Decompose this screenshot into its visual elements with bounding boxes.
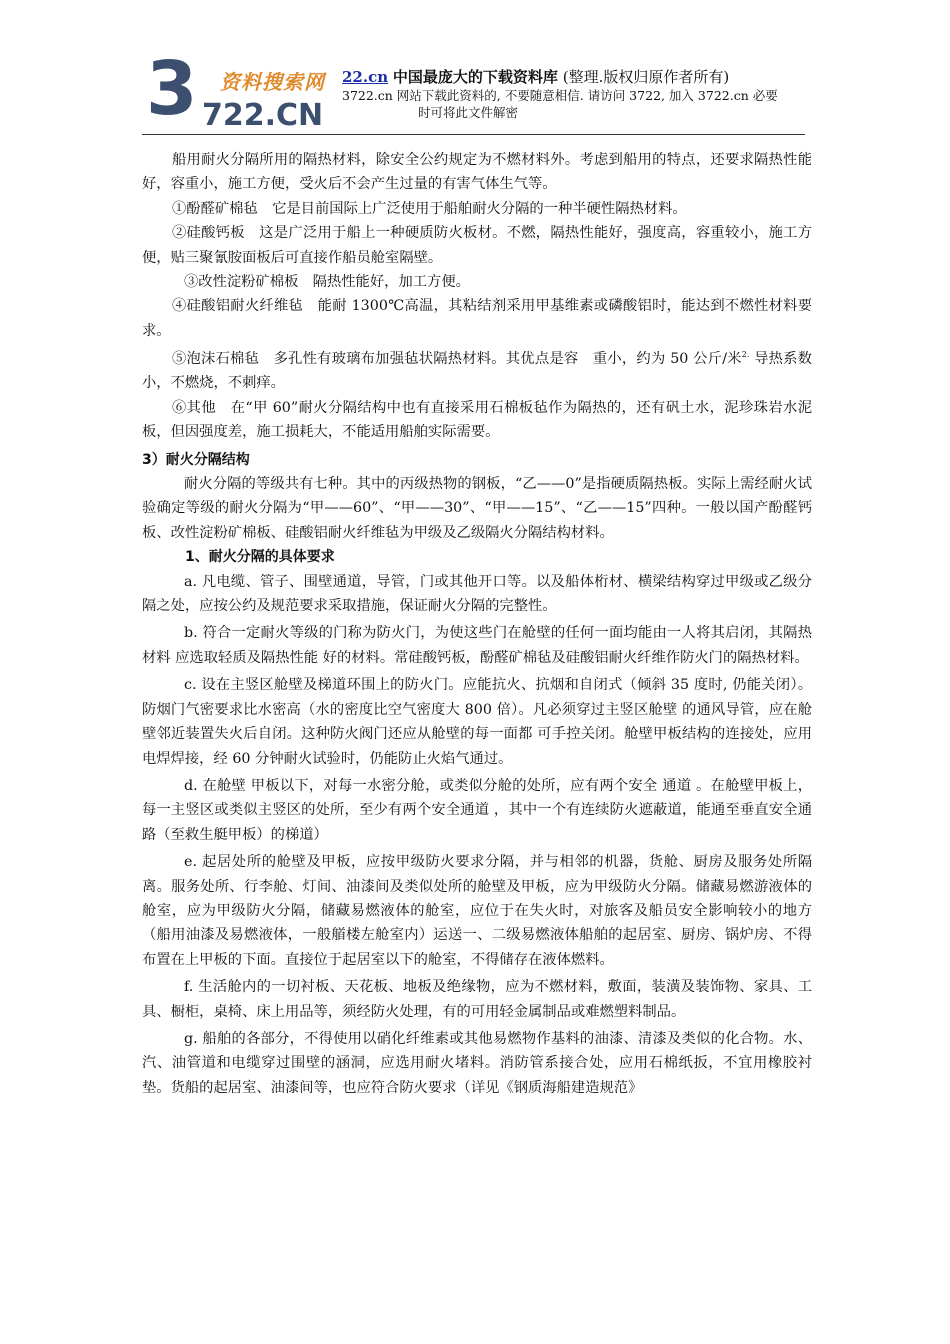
material-item-5-tail: 导热系数小，不燃烧，不刺痒。: [142, 351, 812, 392]
site-logo: [142, 46, 352, 134]
intro-paragraph: 船用耐火分隔所用的隔热材料，除安全公约规定为不燃材料外。考虑到船用的特点，还要求隔热性能好，容重小，施工方便，受火后不会产生过量的有害气体生气等。: [142, 152, 812, 193]
requirement-c: c. 设在主竖区舱壁及梯道环围上的防火门。应能抗火、抗烟和自闭式（倾斜 35 度时, 仍能关闭）。防烟门气密要求比水密高（水的密度比空气密度大 800 倍）。凡必须穿过主竖区舱壁 的通风导管，应在舱壁邻近装置失火后自闭。这种防火阀门还应从舱壁的每一面都 可手控关闭。舱壁甲板结构的连接处，应用电焊焊接，经 60 分钟耐火试验时，仍能防止火焰气通过。: [142, 677, 812, 767]
page-header: [142, 46, 807, 136]
material-item-5: [142, 343, 812, 396]
header-title: 中国最庞大的下载资料库: [392, 68, 558, 86]
material-item-1: ①酚醛矿棉毡 它是目前国际上广泛使用于船舶耐火分隔的一种半硬性隔热材料。: [172, 200, 687, 217]
material-item-6: ⑥其他 在“甲 60”耐火分隔结构中也有直接采用石棉板毡作为隔热的，还有矾土水，泥珍珠岩水泥板，但因强度差，施工损耗大，不能适用船舶实际需要。: [142, 399, 812, 441]
logo-chinese-text: 资料搜索网: [220, 70, 325, 94]
document-body: [142, 148, 812, 1100]
header-divider: [142, 134, 805, 135]
section-heading: 3）耐火分隔结构: [142, 451, 250, 468]
requirement-a: a. 凡电缆、管子、围壁通道，导管，门或其他开口等。以及船体桁材、横梁结构穿过甲级或乙级分隔之处，应按公约及规范要求采取措施，保证耐火分隔的完整性。: [142, 573, 812, 615]
section-paragraph: 耐火分隔的等级共有七种。其中的丙级热物的钢板，“乙——0”是指硬质隔热板。实际上需经耐火试验确定等级的耐火分隔为“甲——60”、“甲——30”、“甲——15”、“乙——15”四种。一般以国产酚醛钙板、改性淀粉矿棉板、硅酸铝耐火纤维毡为甲级及乙级隔火分隔结构材料。: [142, 476, 812, 541]
material-item-4: ④硅酸铝耐火纤维毡 能耐 1300℃高温，其粘结剂采用甲基维素或磷酸铝时，能达到不燃性材料要求。: [142, 298, 812, 339]
requirement-d: d. 在舱壁 甲板以下，对每一水密分舱，或类似分舱的处所，应有两个安全 通道 。在舱壁甲板上，每一主竖区或类似主竖区的处所，至少有两个安全通道 ，其中一个有连续防火遮蔽道，能通至垂直安全通路（至救生艇甲板）的梯道）: [142, 777, 812, 843]
material-item-5-text: ⑤泡沫石棉毡 多孔性有玻璃布加强毡状隔热材料。其优点是容 重小，约为 50 公斤/米: [172, 351, 742, 368]
header-title-line: [342, 66, 729, 87]
header-notice-line2: 时可将此文件解密: [418, 105, 519, 120]
header-title-note: (整理.版权归原作者所有): [562, 68, 730, 86]
site-link[interactable]: 22.cn: [342, 68, 389, 86]
header-notice-line1: 3722.cn 网站下载此资料的, 不要随意相信. 请访问 3722, 加入 3722.cn 必要: [342, 88, 778, 103]
requirement-g: g. 船舶的各部分，不得使用以硝化纤维素或其他易燃物作基料的油漆、清漆及类似的化合物。水、汽、油管道和电缆穿过围壁的涵洞，应选用耐火堵料。消防管系接合处，应用石棉纸扳，不宜用橡胶衬垫。货船的起居室、油漆间等，也应符合防火要求（详见《钢质海船建造规范》: [142, 1030, 812, 1096]
logo-digit: 3: [146, 46, 196, 132]
requirement-e: e. 起居处所的舱壁及甲板，应按甲级防火要求分隔，并与相邻的机器，货舱、厨房及服务处所隔离。服务处所、行李舱、灯间、油漆间及类似处所的舱壁及甲板，应为甲级防火分隔。储藏易燃游液体的舱室，应为甲级防火分隔，储藏易燃液体的舱室，应位于在失火时，对旅客及船员安全影响较小的地方（船用油漆及易燃液体，一般艏楼左舱室内）运送一、二级易燃液体船舶的起居室、厨房、锅炉房、不得布置在上甲板的下面。直接位于起居室以下的舱室，不得储存在液体燃料。: [142, 854, 812, 968]
requirement-b: b. 符合一定耐火等级的门称为防火门，为使这些门在舱壁的任何一面均能由一人将其启闭，其隔热材料 应选取轻质及隔热性能 好的材料。常硅酸钙板，酚醛矿棉毡及硅酸铝耐火纤维作防火门的隔热材料。: [142, 625, 812, 666]
subsection-heading: 1、耐火分隔的具体要求: [185, 549, 335, 566]
superscript: 2.: [741, 350, 750, 360]
material-item-2: ②硅酸钙板 这是广泛用于船上一种硬质防火板材。不燃，隔热性能好，强度高，容重较小，施工方便，贴三聚氰胺面板后可直接作船员舱室隔壁。: [142, 225, 812, 266]
material-item-3: ③改性淀粉矿棉板 隔热性能好，加工方便。: [184, 274, 470, 291]
logo-domain: 722.CN: [202, 98, 324, 133]
requirement-f: f. 生活舱内的一切衬板、天花板、地板及绝缘物，应为不燃材料，敷面，装潢及装饰物、家具、工具、橱柜，桌椅、床上用品等，须经防火处理，有的可用轻金属制品或难燃塑料制品。: [142, 979, 812, 1020]
